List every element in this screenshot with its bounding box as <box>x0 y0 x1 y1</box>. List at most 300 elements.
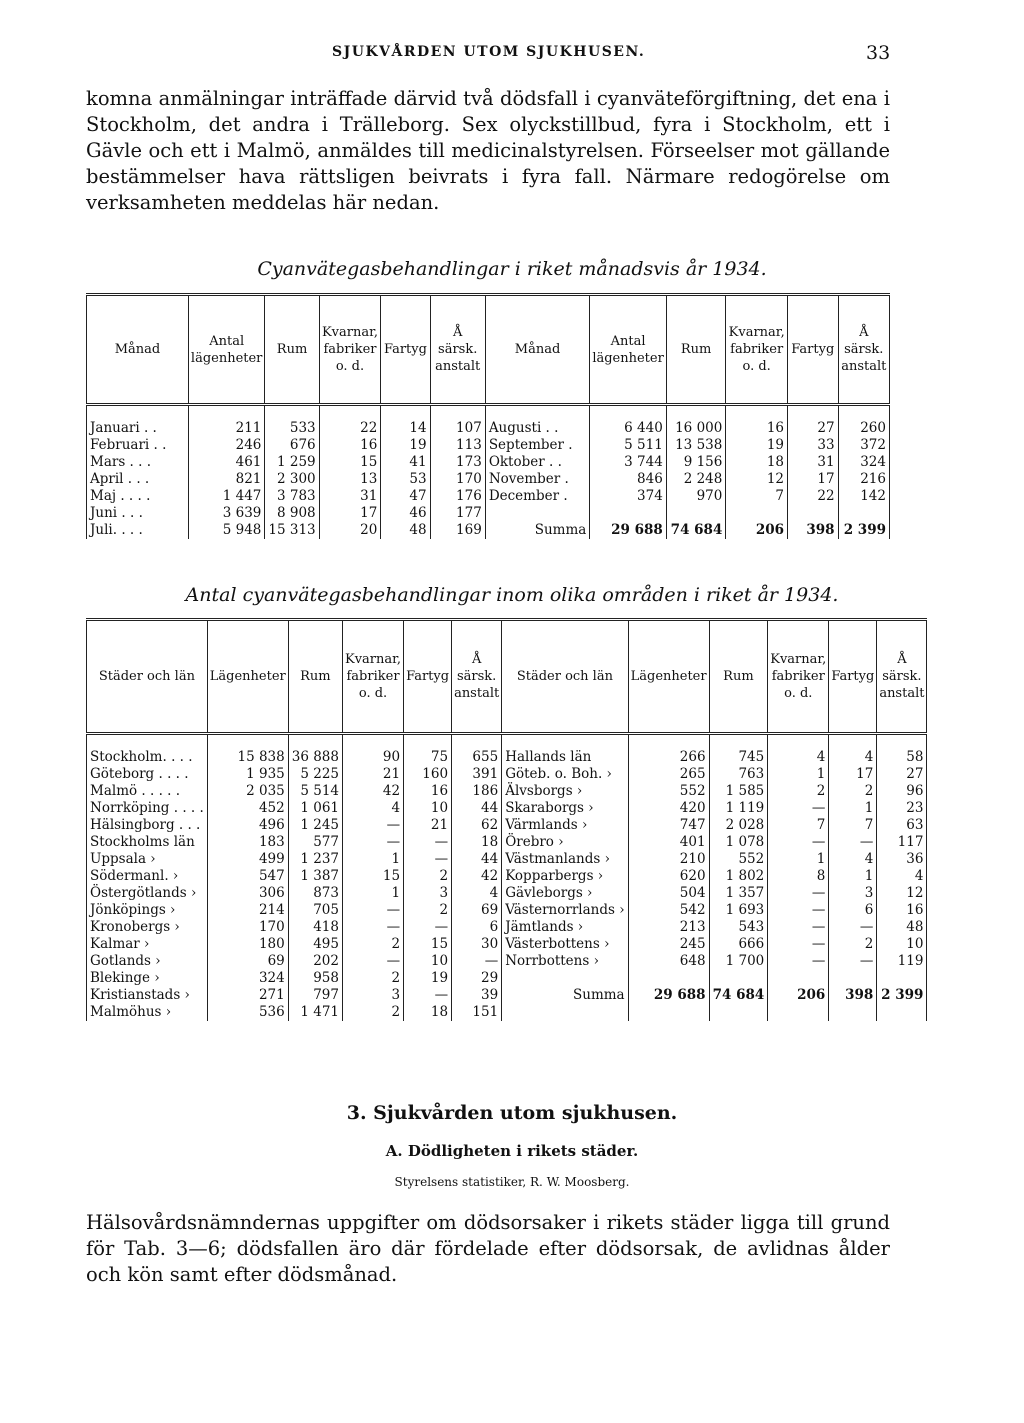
table-cell <box>829 1004 877 1021</box>
table-cell: 461 <box>188 454 265 471</box>
row-label: Örebro › <box>502 834 628 851</box>
table-cell: 33 <box>788 437 839 454</box>
col-header: Lägenheter <box>207 620 288 734</box>
table-cell: 552 <box>709 851 768 868</box>
row-label: Juli. . . . <box>87 522 189 539</box>
row-label: Hallands län <box>502 734 628 767</box>
table-cell <box>590 505 667 522</box>
table-cell: 398 <box>829 987 877 1004</box>
table-cell: 23 <box>877 800 927 817</box>
table-cell <box>788 505 839 522</box>
table-cell: 176 <box>430 488 485 505</box>
table-row <box>87 817 927 834</box>
table-cell: 1 119 <box>709 800 768 817</box>
table-cell: 15 <box>319 454 381 471</box>
table-row <box>87 505 890 522</box>
table-row <box>87 488 890 505</box>
table-cell: 2 <box>404 868 452 885</box>
col-header: Kvarnar, fabriker o. d. <box>319 295 381 405</box>
table-row <box>87 885 927 902</box>
table-cell: 18 <box>452 834 502 851</box>
table-cell <box>829 970 877 987</box>
row-label: April . . . <box>87 471 189 488</box>
row-label: Malmöhus › <box>87 1004 208 1021</box>
table-cell: 1 935 <box>207 766 288 783</box>
table-row <box>87 987 927 1004</box>
table-cell: 53 <box>381 471 430 488</box>
table-cell: 496 <box>207 817 288 834</box>
table-cell: 1 259 <box>265 454 319 471</box>
table-cell: — <box>343 902 404 919</box>
table-row <box>87 970 927 987</box>
table-cell: 10 <box>404 800 452 817</box>
table-cell: 747 <box>628 817 709 834</box>
table-cell: — <box>768 953 829 970</box>
table-cell: 10 <box>877 936 927 953</box>
table-cell: 15 838 <box>207 734 288 767</box>
table-cell: 271 <box>207 987 288 1004</box>
table-cell: 117 <box>877 834 927 851</box>
table-cell: 2 399 <box>838 522 889 539</box>
row-label: Januari . . <box>87 405 189 438</box>
table-cell: 22 <box>788 488 839 505</box>
table-cell: 119 <box>877 953 927 970</box>
table-cell: 552 <box>628 783 709 800</box>
table-cell: 1 447 <box>188 488 265 505</box>
table-cell: — <box>343 953 404 970</box>
table-cell: 666 <box>709 936 768 953</box>
table-cell: 42 <box>343 783 404 800</box>
table-cell: 36 888 <box>288 734 342 767</box>
row-label: Norrköping . . . . <box>87 800 208 817</box>
col-header: Å särsk. anstalt <box>877 620 927 734</box>
row-label <box>502 970 628 987</box>
table-cell: 63 <box>877 817 927 834</box>
table-cell: 374 <box>590 488 667 505</box>
table-row <box>87 471 890 488</box>
table-cell: 1 237 <box>288 851 342 868</box>
table-cell: 846 <box>590 471 667 488</box>
running-title: SJUKVÅRDEN UTOM SJUKHUSEN. <box>332 44 646 60</box>
table-cell: 577 <box>288 834 342 851</box>
table-cell: — <box>768 902 829 919</box>
table-cell: 1 <box>829 800 877 817</box>
table-cell: 113 <box>430 437 485 454</box>
table-cell: 29 <box>452 970 502 987</box>
table-cell: 495 <box>288 936 342 953</box>
table-cell: 8 <box>768 868 829 885</box>
table-cell: 2 399 <box>877 987 927 1004</box>
table-cell: 6 <box>452 919 502 936</box>
table-cell: 1 471 <box>288 1004 342 1021</box>
table-row <box>87 734 927 767</box>
table-cell: 2 <box>343 936 404 953</box>
table-cell: 206 <box>726 522 788 539</box>
table-cell: 648 <box>628 953 709 970</box>
table-cell: 18 <box>726 454 788 471</box>
table-cell: 169 <box>430 522 485 539</box>
row-label: Jönköpings › <box>87 902 208 919</box>
table-row <box>87 902 927 919</box>
table-cell: 324 <box>207 970 288 987</box>
col-header: Fartyg <box>404 620 452 734</box>
table-cell: 5 948 <box>188 522 265 539</box>
col-header: Städer och län <box>87 620 208 734</box>
table-cell: 4 <box>768 734 829 767</box>
table2-caption: Antal cyanvätegasbehandlingar inom olika områden i riket år 1934. <box>185 584 839 606</box>
table-cell: 2 248 <box>666 471 726 488</box>
table-cell: 170 <box>430 471 485 488</box>
row-label: November . <box>485 471 590 488</box>
table-cell: 16 <box>404 783 452 800</box>
table-cell: 542 <box>628 902 709 919</box>
table-cell: — <box>343 834 404 851</box>
col-header: Kvarnar, fabriker o. d. <box>726 295 788 405</box>
table-cell <box>628 970 709 987</box>
row-label: Norrbottens › <box>502 953 628 970</box>
col-header: Fartyg <box>829 620 877 734</box>
table-row <box>87 851 927 868</box>
table-cell: — <box>768 936 829 953</box>
table-cell: 4 <box>343 800 404 817</box>
table-cell: 2 <box>829 936 877 953</box>
row-label: Värmlands › <box>502 817 628 834</box>
table-cell: 391 <box>452 766 502 783</box>
regional-table <box>86 618 927 1021</box>
table-cell: 821 <box>188 471 265 488</box>
table-row <box>87 936 927 953</box>
table-cell: 69 <box>452 902 502 919</box>
table-cell: 2 <box>768 783 829 800</box>
table-cell: 15 <box>404 936 452 953</box>
table-cell <box>838 505 889 522</box>
col-header: Rum <box>288 620 342 734</box>
row-label: Oktober . . <box>485 454 590 471</box>
table-cell: 1 <box>768 851 829 868</box>
table-cell: 504 <box>628 885 709 902</box>
table-cell: — <box>768 800 829 817</box>
section-paragraph <box>86 1210 890 1288</box>
row-label: Göteborg . . . . <box>87 766 208 783</box>
table-cell: 16 <box>877 902 927 919</box>
row-label: Kronobergs › <box>87 919 208 936</box>
row-label <box>485 505 590 522</box>
intro-paragraph <box>86 86 890 216</box>
table-cell: 958 <box>288 970 342 987</box>
table-cell: 873 <box>288 885 342 902</box>
table-cell: 31 <box>319 488 381 505</box>
table-cell: 4 <box>829 734 877 767</box>
table-cell: — <box>343 919 404 936</box>
table-cell: — <box>404 919 452 936</box>
table-cell: 210 <box>628 851 709 868</box>
table-cell <box>709 970 768 987</box>
table-cell: 543 <box>709 919 768 936</box>
table-cell: 655 <box>452 734 502 767</box>
table-cell: 2 035 <box>207 783 288 800</box>
table-cell: 418 <box>288 919 342 936</box>
table-cell: 19 <box>404 970 452 987</box>
table-cell: 214 <box>207 902 288 919</box>
row-label: Västernorrlands › <box>502 902 628 919</box>
col-header: Å särsk. anstalt <box>838 295 889 405</box>
table-cell: 202 <box>288 953 342 970</box>
table-cell: 90 <box>343 734 404 767</box>
table-cell: 47 <box>381 488 430 505</box>
col-header: Kvarnar, fabriker o. d. <box>343 620 404 734</box>
row-label: Jämtlands › <box>502 919 628 936</box>
table-cell: — <box>829 953 877 970</box>
col-header: Månad <box>485 295 590 405</box>
table-cell: 12 <box>726 471 788 488</box>
table-cell: 797 <box>288 987 342 1004</box>
row-label: Kalmar › <box>87 936 208 953</box>
table-cell: 7 <box>829 817 877 834</box>
table-cell: 16 <box>319 437 381 454</box>
table-cell: — <box>404 834 452 851</box>
col-header: Städer och län <box>502 620 628 734</box>
table1-caption: Cyanvätegasbehandlingar i riket månadsvis år 1934. <box>257 258 767 280</box>
table-cell: 7 <box>768 817 829 834</box>
table-cell: 22 <box>319 405 381 438</box>
table-cell: — <box>829 834 877 851</box>
table-row <box>87 800 927 817</box>
table-cell: 5 514 <box>288 783 342 800</box>
row-label: Summa <box>502 987 628 1004</box>
row-label: Maj . . . . <box>87 488 189 505</box>
table-cell: 1 693 <box>709 902 768 919</box>
row-label: Summa <box>485 522 590 539</box>
section-title: 3. Sjukvården utom sjukhusen. <box>346 1102 678 1124</box>
table-row <box>87 834 927 851</box>
table-cell: 3 783 <box>265 488 319 505</box>
row-label: Göteb. o. Boh. › <box>502 766 628 783</box>
col-header: Kvarnar, fabriker o. d. <box>768 620 829 734</box>
table-cell: 13 <box>319 471 381 488</box>
table-cell: 16 000 <box>666 405 726 438</box>
table-cell: 745 <box>709 734 768 767</box>
table-cell: 372 <box>838 437 889 454</box>
table-cell: 533 <box>265 405 319 438</box>
col-header: Månad <box>87 295 189 405</box>
row-label: Skaraborgs › <box>502 800 628 817</box>
table-cell: 16 <box>726 405 788 438</box>
table-cell: 19 <box>381 437 430 454</box>
table-cell: — <box>768 885 829 902</box>
table-cell: — <box>768 919 829 936</box>
table-cell: 1 061 <box>288 800 342 817</box>
table-cell: 1 <box>343 851 404 868</box>
table-cell: 19 <box>726 437 788 454</box>
table-cell: 2 <box>829 783 877 800</box>
section-subtitle: A. Dödligheten i rikets städer. <box>385 1142 639 1160</box>
row-label: Västmanlands › <box>502 851 628 868</box>
table-cell: 3 639 <box>188 505 265 522</box>
table-cell: 1 387 <box>288 868 342 885</box>
intro-text: komna anmälningar inträffade därvid två dödsfall i cyanväteförgiftning, det ena i Stockholm, det andra i Trälleborg. Sex olyckstillbud, fyra i Stockholm, ett i Gävle och ett i Malmö, anmäldes till medicinalstyrelsen. Förseelser mot gällande bestämmelser hava rättsligen beivrats i fyra fall. Närmare redogörelse om verksamheten meddelas här nedan. <box>86 87 890 214</box>
table-cell: 2 <box>343 970 404 987</box>
table-cell: — <box>452 953 502 970</box>
col-header: Fartyg <box>381 295 430 405</box>
table-cell: 3 <box>404 885 452 902</box>
table-cell: 2 300 <box>265 471 319 488</box>
table-cell: — <box>404 987 452 1004</box>
table-cell: 547 <box>207 868 288 885</box>
table-cell: 180 <box>207 936 288 953</box>
table-cell: 62 <box>452 817 502 834</box>
row-label: Östergötlands › <box>87 885 208 902</box>
table-cell: 48 <box>877 919 927 936</box>
row-label: Kopparbergs › <box>502 868 628 885</box>
table-cell <box>768 1004 829 1021</box>
table-cell: — <box>404 851 452 868</box>
table-cell: 1 585 <box>709 783 768 800</box>
table-row <box>87 405 890 438</box>
col-header: Lägenheter <box>628 620 709 734</box>
table-cell: 1 245 <box>288 817 342 834</box>
table-cell: — <box>343 817 404 834</box>
page-number: 33 <box>866 42 891 64</box>
row-label: Februari . . <box>87 437 189 454</box>
table-cell: 74 684 <box>666 522 726 539</box>
table-cell: 18 <box>404 1004 452 1021</box>
row-label: Malmö . . . . . <box>87 783 208 800</box>
monthly-table <box>86 293 890 539</box>
table-cell: 8 908 <box>265 505 319 522</box>
table-cell: 536 <box>207 1004 288 1021</box>
table-cell: 452 <box>207 800 288 817</box>
table-row <box>87 454 890 471</box>
row-label: Hälsingborg . . . <box>87 817 208 834</box>
table-cell: 39 <box>452 987 502 1004</box>
table-cell <box>877 1004 927 1021</box>
table-cell: 21 <box>404 817 452 834</box>
row-label: Kristianstads › <box>87 987 208 1004</box>
row-label: Juni . . . <box>87 505 189 522</box>
table-row <box>87 953 927 970</box>
table-cell: 27 <box>877 766 927 783</box>
table-cell: 44 <box>452 851 502 868</box>
row-label: Gävleborgs › <box>502 885 628 902</box>
table-cell: 1 078 <box>709 834 768 851</box>
table-cell: 5 511 <box>590 437 667 454</box>
table-cell: 96 <box>877 783 927 800</box>
table-cell: 216 <box>838 471 889 488</box>
table-cell: 1 357 <box>709 885 768 902</box>
table-cell: — <box>829 919 877 936</box>
table-cell: 186 <box>452 783 502 800</box>
table-cell: 6 <box>829 902 877 919</box>
table-cell: — <box>768 834 829 851</box>
table-cell: 1 700 <box>709 953 768 970</box>
table-cell: 13 538 <box>666 437 726 454</box>
table-cell <box>628 1004 709 1021</box>
section-text: Hälsovårdsnämndernas uppgifter om dödsorsaker i rikets städer ligga till grund för Tab. 3—6; dödsfallen äro där fördelade efter dödsorsak, de avlidnas ålder och kön samt efter dödsmånad. <box>86 1211 890 1286</box>
row-label: Västerbottens › <box>502 936 628 953</box>
table-cell: 31 <box>788 454 839 471</box>
col-header: Antal lägenheter <box>188 295 265 405</box>
col-header: Fartyg <box>788 295 839 405</box>
table-cell: 27 <box>788 405 839 438</box>
table-row <box>87 1004 927 1021</box>
table-cell: 42 <box>452 868 502 885</box>
table-cell <box>709 1004 768 1021</box>
table-cell: 1 <box>343 885 404 902</box>
table-cell: 213 <box>628 919 709 936</box>
row-label: Stockholms län <box>87 834 208 851</box>
row-label: Augusti . . <box>485 405 590 438</box>
table-cell: 14 <box>381 405 430 438</box>
table-cell: 265 <box>628 766 709 783</box>
row-label: Södermanl. › <box>87 868 208 885</box>
table-cell: 3 744 <box>590 454 667 471</box>
row-label <box>502 1004 628 1021</box>
table-cell: 20 <box>319 522 381 539</box>
table-cell: 74 684 <box>709 987 768 1004</box>
table-cell: 676 <box>265 437 319 454</box>
table-cell: 420 <box>628 800 709 817</box>
table-cell: 21 <box>343 766 404 783</box>
table-cell: 401 <box>628 834 709 851</box>
row-label: Gotlands › <box>87 953 208 970</box>
table-cell <box>726 505 788 522</box>
table-cell: 15 313 <box>265 522 319 539</box>
row-label: December . <box>485 488 590 505</box>
table-cell: 177 <box>430 505 485 522</box>
table-cell: 75 <box>404 734 452 767</box>
table-cell: 29 688 <box>590 522 667 539</box>
table-cell: 398 <box>788 522 839 539</box>
table-cell: 3 <box>343 987 404 1004</box>
table-row <box>87 868 927 885</box>
table-cell: 9 156 <box>666 454 726 471</box>
table-cell: 30 <box>452 936 502 953</box>
table-cell: 970 <box>666 488 726 505</box>
table-cell: 6 440 <box>590 405 667 438</box>
table-cell: 17 <box>788 471 839 488</box>
table-cell: 499 <box>207 851 288 868</box>
table-cell: 46 <box>381 505 430 522</box>
running-header <box>0 44 1024 68</box>
table-cell: 41 <box>381 454 430 471</box>
table-cell: 36 <box>877 851 927 868</box>
table-cell <box>768 970 829 987</box>
table-cell: 1 <box>829 868 877 885</box>
table-cell: 10 <box>404 953 452 970</box>
table-cell: 29 688 <box>628 987 709 1004</box>
table-cell: 48 <box>381 522 430 539</box>
table-cell: 324 <box>838 454 889 471</box>
table-cell: 183 <box>207 834 288 851</box>
table-cell: 306 <box>207 885 288 902</box>
section-byline: Styrelsens statistiker, R. W. Moosberg. <box>394 1175 630 1189</box>
table-row <box>87 522 890 539</box>
table-cell: 246 <box>188 437 265 454</box>
row-label: Älvsborgs › <box>502 783 628 800</box>
table-cell <box>877 970 927 987</box>
table-cell: 211 <box>188 405 265 438</box>
table-cell: 1 802 <box>709 868 768 885</box>
col-header: Antal lägenheter <box>590 295 667 405</box>
table-row <box>87 783 927 800</box>
table-row <box>87 766 927 783</box>
col-header: Rum <box>709 620 768 734</box>
table-cell: 17 <box>829 766 877 783</box>
row-label: Blekinge › <box>87 970 208 987</box>
table-cell: 58 <box>877 734 927 767</box>
table-cell: 763 <box>709 766 768 783</box>
table-cell: 15 <box>343 868 404 885</box>
